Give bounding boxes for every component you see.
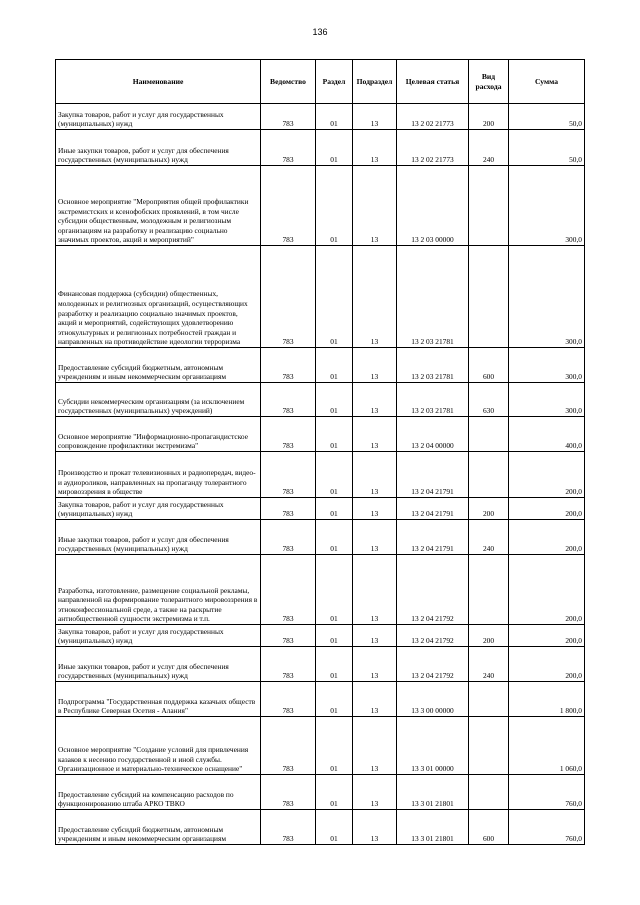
budget-table [55,59,585,845]
row-amount: 50,0 [509,104,585,130]
row-dept: 783 [261,520,316,555]
row-section: 01 [316,166,353,246]
row-section: 01 [316,130,353,166]
row-amount: 300,0 [509,166,585,246]
row-amount: 760,0 [509,810,585,845]
row-expense-type [469,166,509,246]
row-subsection: 13 [353,348,397,383]
row-target: 13 2 02 21773 [397,130,469,166]
row-amount: 400,0 [509,417,585,452]
row-amount: 300,0 [509,246,585,348]
header-expense-type: Вид расхода [469,60,509,104]
page-number: 136 [312,27,328,37]
row-section: 01 [316,348,353,383]
table-row [56,498,585,520]
table-row [56,166,585,246]
row-dept: 783 [261,682,316,717]
row-expense-type [469,452,509,498]
row-name: Субсидии некоммерческим организациям (за исключением государственных (муниципальных) учреждений) [56,383,261,417]
table-row [56,246,585,348]
header-target: Целевая статья [397,60,469,104]
row-name: Иные закупки товаров, работ и услуг для обеспечения государственных (муниципальных) нужд [56,647,261,682]
row-dept: 783 [261,104,316,130]
row-name: Закупка товаров, работ и услуг для государственных (муниципальных) нужд [56,498,261,520]
row-amount: 200,0 [509,520,585,555]
row-subsection: 13 [353,520,397,555]
row-section: 01 [316,555,353,625]
table-row [56,555,585,625]
row-target: 13 3 00 00000 [397,682,469,717]
table-header [56,60,585,104]
row-name: Предоставление субсидий бюджетным, автономным учреждениям и иным некоммерческим организациям [56,348,261,383]
row-target: 13 2 03 21781 [397,383,469,417]
table-row [56,348,585,383]
row-dept: 783 [261,647,316,682]
row-subsection: 13 [353,682,397,717]
table-row [56,775,585,810]
header-subsection: Подраздел [353,60,397,104]
row-target: 13 2 04 21792 [397,647,469,682]
row-dept: 783 [261,348,316,383]
row-expense-type: 600 [469,348,509,383]
row-amount: 200,0 [509,555,585,625]
row-amount: 300,0 [509,383,585,417]
row-expense-type [469,417,509,452]
row-expense-type [469,555,509,625]
table-row [56,130,585,166]
row-target: 13 2 04 21791 [397,452,469,498]
row-name: Предоставление субсидий бюджетным, автономным учреждениям и иным некоммерческим организациям [56,810,261,845]
row-name: Закупка товаров, работ и услуг для государственных (муниципальных) нужд [56,625,261,647]
row-section: 01 [316,625,353,647]
row-dept: 783 [261,130,316,166]
table-row [56,417,585,452]
row-amount: 1 800,0 [509,682,585,717]
row-subsection: 13 [353,717,397,775]
row-target: 13 3 01 21801 [397,810,469,845]
row-expense-type: 240 [469,130,509,166]
table-row [56,717,585,775]
row-target: 13 3 01 00000 [397,717,469,775]
row-dept: 783 [261,166,316,246]
row-name: Основное мероприятие "Мероприятия общей профилактики экстремистских и ксенофобских проявлений, в том числе субсидии общественным, молодежным и религиозным организациям на разработку и реализацию социально значимых проектов, акций и мероприятий" [56,166,261,246]
row-section: 01 [316,682,353,717]
row-amount: 200,0 [509,647,585,682]
row-target: 13 2 04 21792 [397,625,469,647]
row-dept: 783 [261,775,316,810]
row-dept: 783 [261,383,316,417]
row-section: 01 [316,383,353,417]
row-dept: 783 [261,555,316,625]
row-subsection: 13 [353,775,397,810]
row-subsection: 13 [353,417,397,452]
row-section: 01 [316,452,353,498]
header-row [56,60,585,104]
row-subsection: 13 [353,383,397,417]
row-expense-type: 240 [469,520,509,555]
table-row [56,647,585,682]
row-expense-type: 200 [469,104,509,130]
table-row [56,810,585,845]
table-body [56,104,585,845]
row-name: Иные закупки товаров, работ и услуг для обеспечения государственных (муниципальных) нужд [56,520,261,555]
row-dept: 783 [261,452,316,498]
row-expense-type [469,682,509,717]
row-subsection: 13 [353,130,397,166]
row-name: Основное мероприятие "Создание условий для привлечения казаков к несению государственной и иной службы. Организационное и материально-техническое оснащение" [56,717,261,775]
row-target: 13 2 04 21791 [397,498,469,520]
row-subsection: 13 [353,498,397,520]
row-amount: 200,0 [509,498,585,520]
row-dept: 783 [261,625,316,647]
row-expense-type: 240 [469,647,509,682]
row-amount: 50,0 [509,130,585,166]
row-subsection: 13 [353,166,397,246]
table-row [56,104,585,130]
header-dept: Ведомство [261,60,316,104]
row-section: 01 [316,647,353,682]
row-subsection: 13 [353,555,397,625]
row-name: Предоставление субсидий на компенсацию расходов по функционированию штаба АРКО ТВКО [56,775,261,810]
header-amount: Сумма [509,60,585,104]
row-section: 01 [316,520,353,555]
row-target: 13 2 02 21773 [397,104,469,130]
table-row [56,520,585,555]
row-target: 13 2 03 21781 [397,246,469,348]
header-section: Раздел [316,60,353,104]
row-expense-type: 630 [469,383,509,417]
row-name: Производство и прокат телевизионных и радиопередач, видео- и аудиороликов, направленных на пропаганду толерантного мировоззрения в обществе [56,452,261,498]
row-dept: 783 [261,810,316,845]
table-row [56,452,585,498]
row-expense-type: 600 [469,810,509,845]
row-expense-type: 200 [469,625,509,647]
row-section: 01 [316,810,353,845]
row-name: Разработка, изготовление, размещение социальной рекламы, направленной на формирование толерантного мировоззрения в этноконфессиональной среде, а также на раскрытие антиобщественной сущности экстремизма и т.п. [56,555,261,625]
row-target: 13 2 04 21791 [397,520,469,555]
row-section: 01 [316,104,353,130]
row-name: Основное мероприятие "Информационно-пропагандистское сопровождение профилактики экстремизма" [56,417,261,452]
row-subsection: 13 [353,810,397,845]
row-subsection: 13 [353,625,397,647]
table-row [56,383,585,417]
row-amount: 200,0 [509,452,585,498]
row-dept: 783 [261,246,316,348]
row-name: Закупка товаров, работ и услуг для государственных (муниципальных) нужд [56,104,261,130]
row-subsection: 13 [353,452,397,498]
row-target: 13 2 03 00000 [397,166,469,246]
row-name: Подпрограмма "Государственная поддержка казачьих обществ в Республике Северная Осетия - Алания" [56,682,261,717]
row-target: 13 2 04 00000 [397,417,469,452]
row-section: 01 [316,417,353,452]
row-amount: 300,0 [509,348,585,383]
row-name: Иные закупки товаров, работ и услуг для обеспечения государственных (муниципальных) нужд [56,130,261,166]
row-dept: 783 [261,498,316,520]
row-subsection: 13 [353,104,397,130]
row-expense-type: 200 [469,498,509,520]
row-amount: 760,0 [509,775,585,810]
row-expense-type [469,246,509,348]
row-subsection: 13 [353,246,397,348]
row-section: 01 [316,498,353,520]
header-name: Наименование [56,60,261,104]
row-expense-type [469,775,509,810]
row-section: 01 [316,246,353,348]
row-subsection: 13 [353,647,397,682]
table-row [56,625,585,647]
row-target: 13 3 01 21801 [397,775,469,810]
row-name: Финансовая поддержка (субсидии) общественных, молодежных и религиозных организаций, осуществляющих разработку и реализацию социально значимых проектов, акций и мероприятий, содействующих удовлетворению этнокультурных и религиозных потребностей граждан и направленных на противодействие идеологии терроризма [56,246,261,348]
row-section: 01 [316,717,353,775]
table-row [56,682,585,717]
row-section: 01 [316,775,353,810]
row-target: 13 2 03 21781 [397,348,469,383]
row-dept: 783 [261,717,316,775]
row-target: 13 2 04 21792 [397,555,469,625]
row-dept: 783 [261,417,316,452]
row-expense-type [469,717,509,775]
row-amount: 200,0 [509,625,585,647]
row-amount: 1 060,0 [509,717,585,775]
